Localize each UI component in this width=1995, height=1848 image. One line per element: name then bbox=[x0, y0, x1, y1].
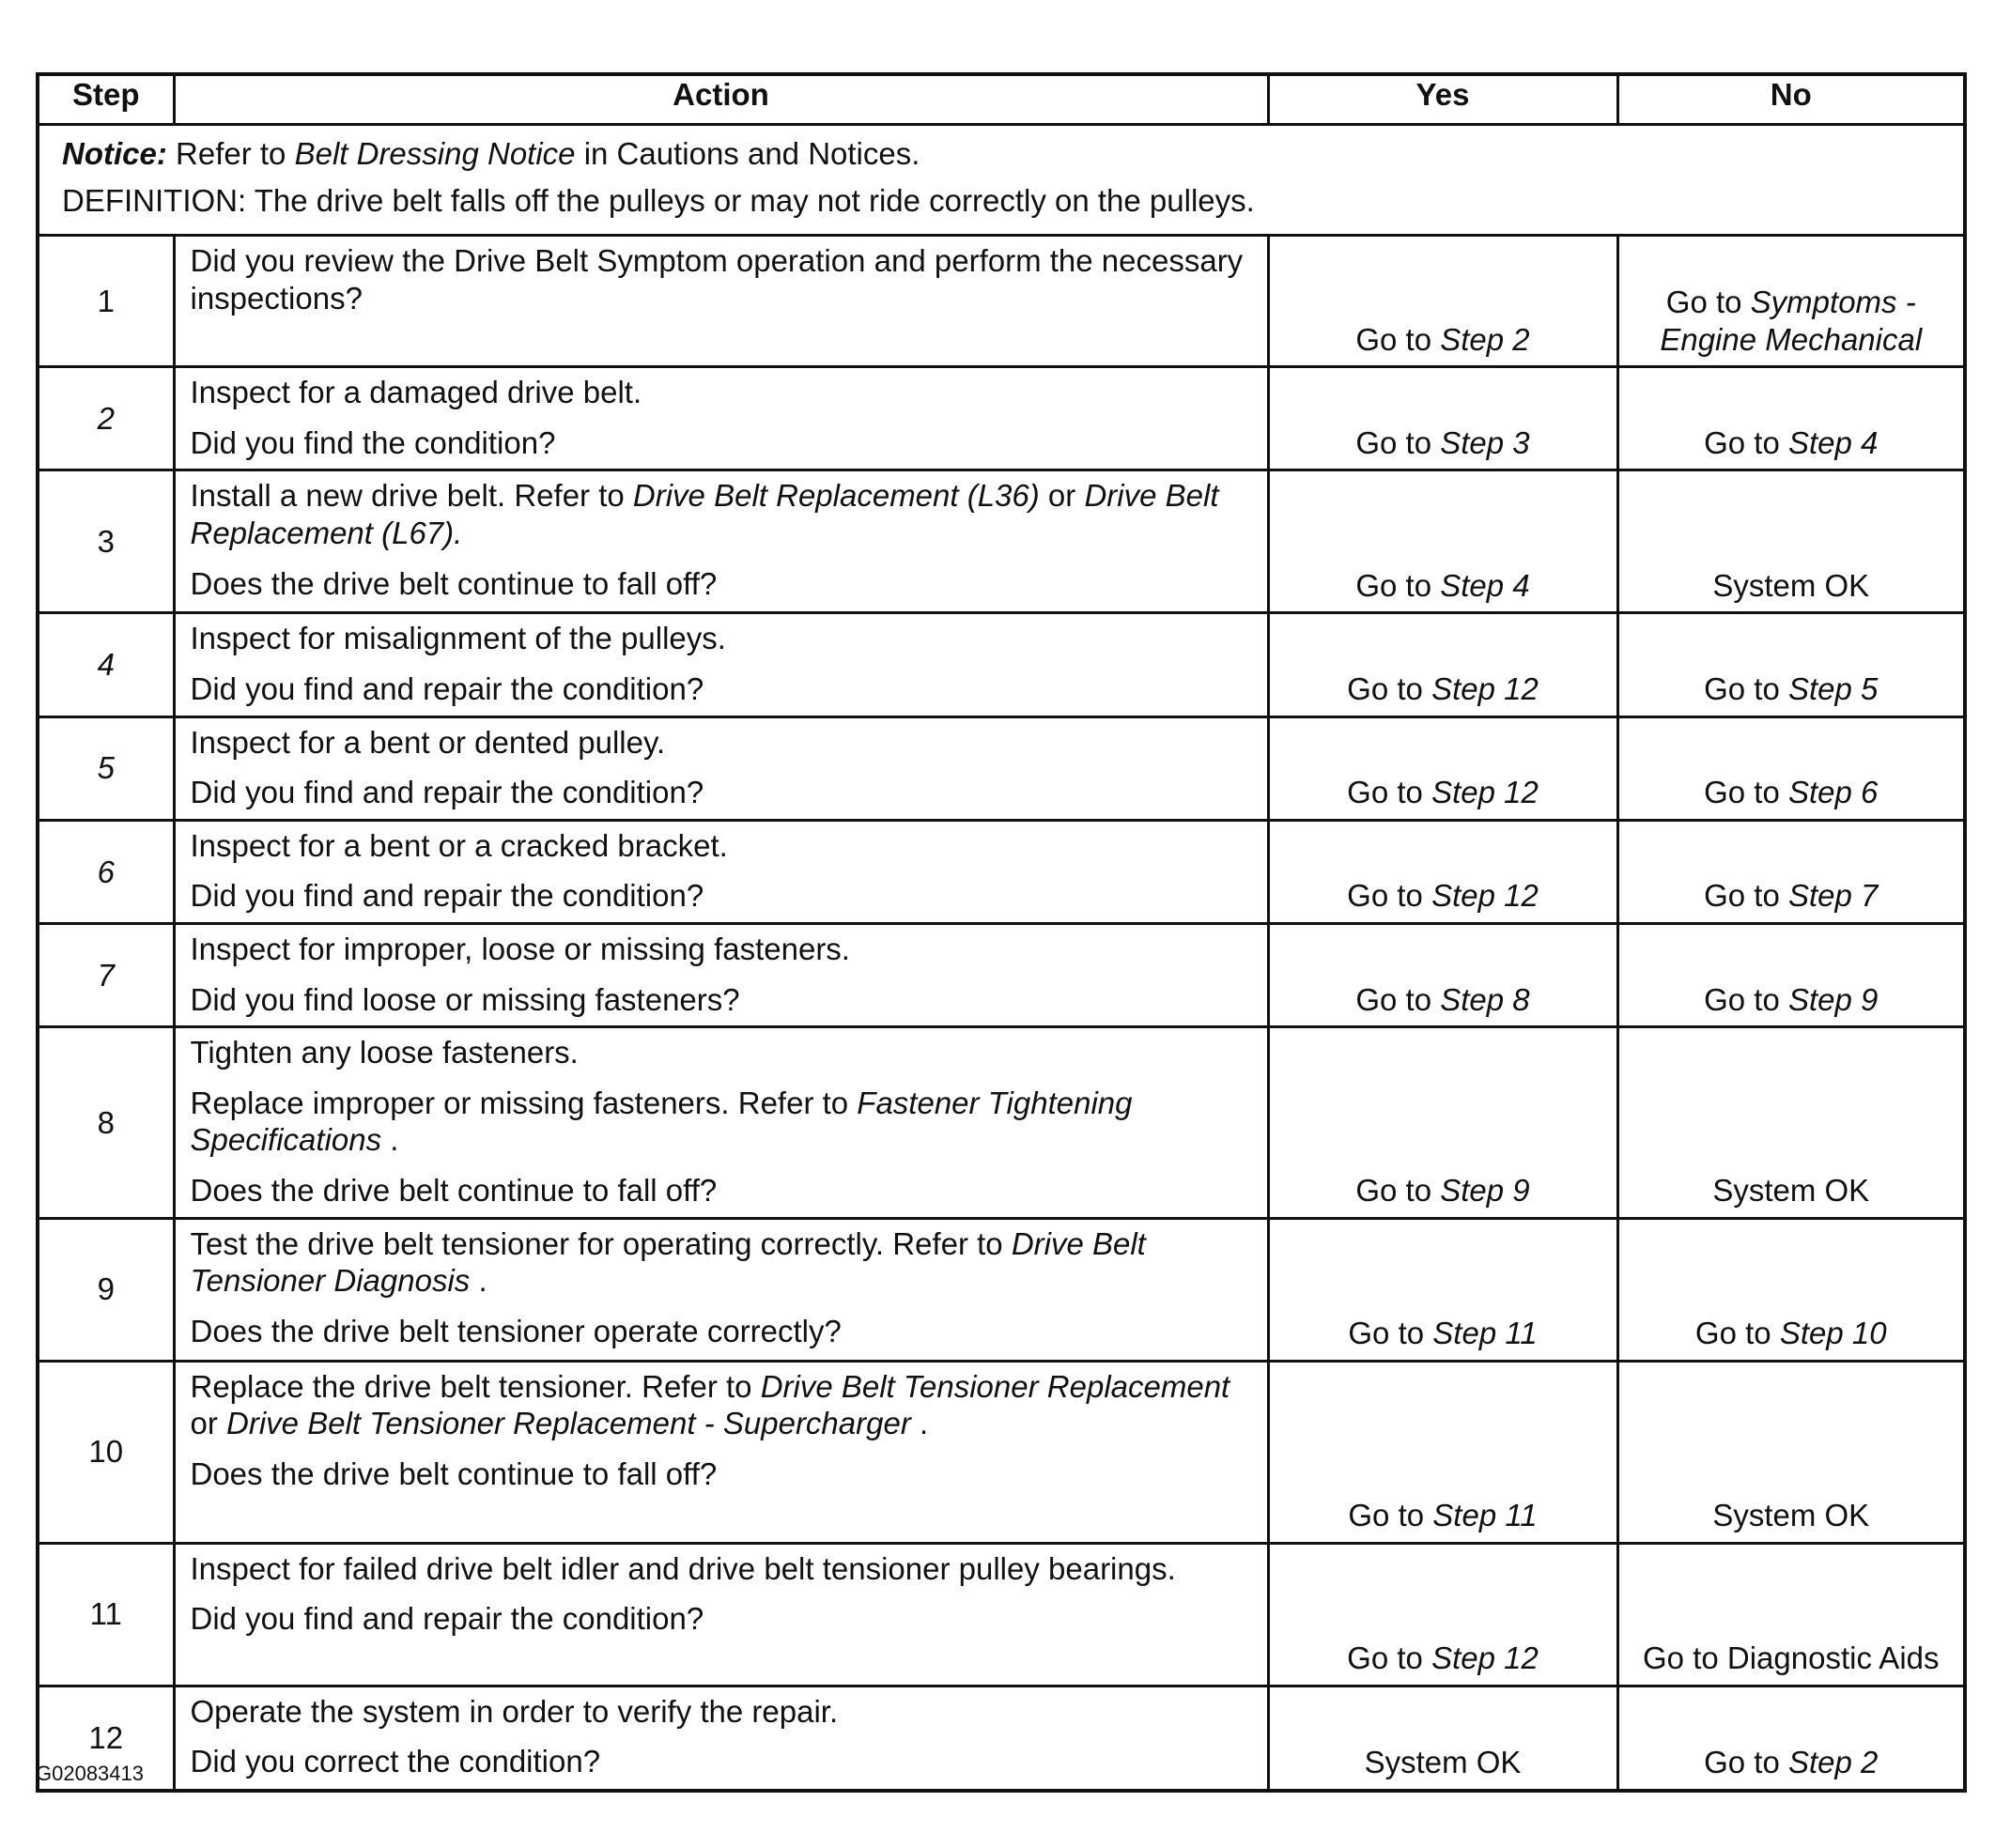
action-paragraph bbox=[191, 931, 1254, 968]
action-paragraph bbox=[191, 1455, 1254, 1493]
reference-text: Step 12 bbox=[1431, 775, 1539, 810]
action-paragraph bbox=[191, 477, 1254, 551]
text-run: Did you find and repair the condition? bbox=[190, 775, 704, 810]
action-cell bbox=[174, 1361, 1268, 1543]
reference-text: Step 12 bbox=[1431, 878, 1539, 914]
step-number: 6 bbox=[38, 820, 174, 923]
no-result bbox=[1617, 236, 1965, 367]
table-row bbox=[38, 820, 1965, 923]
text-run: Inspect for improper, loose or missing fasteners. bbox=[190, 931, 850, 966]
text-run: Inspect for a bent or a cracked bracket. bbox=[190, 827, 728, 863]
step-number: 2 bbox=[38, 367, 174, 470]
reference-text: Step 6 bbox=[1787, 775, 1879, 810]
action-cell bbox=[174, 367, 1268, 470]
table-row bbox=[38, 1543, 1965, 1686]
action-paragraph bbox=[191, 1313, 1254, 1350]
text-run: Did you review the Drive Belt Symptom operation and perform the necessary inspections? bbox=[190, 243, 1244, 316]
notice-ref: Belt Dressing Notice bbox=[294, 136, 576, 171]
text-run: Go to bbox=[1704, 1745, 1788, 1780]
reference-text: Step 9 bbox=[1787, 981, 1879, 1017]
table-row bbox=[38, 1218, 1965, 1361]
reference-text: Drive Belt Tensioner Replacement bbox=[760, 1368, 1230, 1404]
text-run: Inspect for a bent or dented pulley. bbox=[190, 724, 666, 760]
reference-text: Drive Belt Tensioner Diagnosis bbox=[190, 1225, 1146, 1299]
notice-label: Notice: bbox=[62, 136, 167, 171]
text-run: Go to bbox=[1665, 285, 1751, 319]
reference-text: Step 3 bbox=[1440, 424, 1530, 460]
action-cell bbox=[174, 820, 1268, 923]
table-row bbox=[38, 1027, 1965, 1218]
yes-result bbox=[1268, 1218, 1617, 1361]
step-number: 8 bbox=[38, 1027, 174, 1218]
action-paragraph bbox=[191, 1085, 1254, 1159]
no-result bbox=[1617, 613, 1965, 716]
text-run: Go to bbox=[1347, 1640, 1432, 1675]
reference-text: Step 8 bbox=[1440, 981, 1530, 1017]
no-result bbox=[1617, 1686, 1965, 1791]
table-row bbox=[38, 716, 1965, 820]
text-run: Inspect for failed drive belt idler and drive belt tensioner pulley bearings. bbox=[190, 1550, 1176, 1586]
action-cell bbox=[174, 716, 1268, 820]
text-run: Did you find loose or missing fasteners? bbox=[190, 981, 740, 1017]
notice-line bbox=[62, 135, 1941, 173]
no-result bbox=[1617, 1543, 1965, 1686]
yes-result bbox=[1268, 1686, 1617, 1791]
reference-text: Step 4 bbox=[1440, 567, 1530, 603]
no-result bbox=[1617, 1027, 1965, 1218]
text-run: Did you find and repair the condition? bbox=[190, 670, 704, 706]
table-row bbox=[38, 367, 1965, 470]
step-number: 5 bbox=[38, 716, 174, 820]
reference-text: Step 11 bbox=[1432, 1315, 1538, 1350]
table-row bbox=[38, 236, 1965, 367]
text-run: Operate the system in order to verify the repair. bbox=[190, 1693, 839, 1729]
no-result bbox=[1617, 367, 1965, 470]
text-run: . bbox=[470, 1263, 487, 1299]
text-run: Does the drive belt continue to fall off? bbox=[190, 1455, 718, 1491]
text-run: Go to bbox=[1355, 981, 1441, 1017]
action-paragraph bbox=[191, 1550, 1254, 1588]
text-run: System OK bbox=[1712, 1172, 1870, 1208]
text-run: Go to bbox=[1355, 424, 1441, 460]
reference-text: Step 10 bbox=[1779, 1315, 1887, 1350]
text-run: Go to bbox=[1704, 775, 1788, 810]
notice-row bbox=[38, 125, 1965, 236]
action-paragraph bbox=[191, 620, 1254, 657]
text-run: Go to bbox=[1694, 1315, 1780, 1350]
text-run: Tighten any loose fasteners. bbox=[190, 1035, 579, 1070]
header-row bbox=[38, 74, 1965, 125]
action-paragraph bbox=[191, 827, 1254, 865]
reference-text: Step 12 bbox=[1431, 670, 1539, 706]
action-paragraph bbox=[191, 374, 1254, 411]
action-paragraph bbox=[191, 1225, 1254, 1300]
reference-text: Drive Belt Replacement (L36) bbox=[632, 478, 1040, 514]
step-number: 11 bbox=[38, 1543, 174, 1686]
text-run: . bbox=[910, 1406, 929, 1441]
step-number: 10 bbox=[38, 1361, 174, 1543]
header-action: Action bbox=[174, 74, 1268, 125]
text-run: Go to bbox=[1347, 775, 1432, 810]
action-paragraph bbox=[191, 724, 1254, 762]
action-cell bbox=[174, 1686, 1268, 1791]
step-number: 4 bbox=[38, 613, 174, 716]
text-run: Go to bbox=[1348, 1497, 1433, 1532]
text-run: Does the drive belt tensioner operate correctly? bbox=[190, 1313, 842, 1348]
text-run: Go to bbox=[1347, 670, 1432, 706]
reference-text: Symptoms - Engine Mechanical bbox=[1660, 285, 1923, 357]
definition-line: DEFINITION: The drive belt falls off the pulleys or may not ride correctly on the pulleys. bbox=[62, 182, 1255, 218]
yes-result bbox=[1268, 470, 1617, 613]
table-row bbox=[38, 1361, 1965, 1543]
action-paragraph bbox=[191, 877, 1254, 915]
action-cell bbox=[174, 236, 1268, 367]
yes-result bbox=[1268, 1361, 1617, 1543]
yes-result bbox=[1268, 1543, 1617, 1686]
no-result bbox=[1617, 1361, 1965, 1543]
text-run: Replace improper or missing fasteners. Refer to bbox=[190, 1085, 858, 1120]
text-run: Go to bbox=[1704, 878, 1788, 914]
text-run: Go to bbox=[1704, 981, 1788, 1017]
action-paragraph bbox=[191, 1600, 1254, 1638]
yes-result bbox=[1268, 613, 1617, 716]
text-run: System OK bbox=[1712, 567, 1870, 603]
action-paragraph bbox=[191, 1172, 1254, 1209]
step-number: 1 bbox=[38, 236, 174, 367]
action-paragraph bbox=[191, 981, 1254, 1019]
action-paragraph bbox=[191, 670, 1254, 708]
text-run: Inspect for a damaged drive belt. bbox=[190, 375, 642, 410]
reference-text: Step 12 bbox=[1431, 1640, 1539, 1675]
text-run: Go to bbox=[1348, 1315, 1433, 1350]
header-yes: Yes bbox=[1268, 74, 1617, 125]
action-cell bbox=[174, 1027, 1268, 1218]
reference-text: Drive Belt Replacement (L67). bbox=[190, 478, 1219, 550]
table-body bbox=[38, 125, 1965, 1792]
text-run: Does the drive belt continue to fall off? bbox=[190, 1172, 718, 1208]
action-cell bbox=[174, 1543, 1268, 1686]
reference-text: Step 5 bbox=[1787, 670, 1879, 706]
reference-text: Step 4 bbox=[1787, 424, 1879, 460]
table-row bbox=[38, 1686, 1965, 1791]
table-row bbox=[38, 923, 1965, 1026]
diagnostic-table bbox=[36, 72, 1967, 1793]
action-paragraph bbox=[191, 774, 1254, 811]
text-run: Go to bbox=[1355, 567, 1441, 603]
figure-id: G02083413 bbox=[36, 1762, 144, 1785]
action-cell bbox=[174, 470, 1268, 613]
reference-text: Step 7 bbox=[1787, 878, 1879, 914]
text-run: Go to bbox=[1704, 424, 1788, 460]
action-paragraph bbox=[191, 565, 1254, 603]
action-cell bbox=[174, 1218, 1268, 1361]
text-run: Did you find and repair the condition? bbox=[190, 1601, 704, 1637]
text-run: Did you find and repair the condition? bbox=[190, 878, 704, 914]
text-run: Install a new drive belt. Refer to bbox=[190, 478, 633, 514]
text-run: Test the drive belt tensioner for operating correctly. Refer to bbox=[190, 1225, 1012, 1261]
no-result bbox=[1617, 820, 1965, 923]
action-paragraph bbox=[191, 1368, 1254, 1442]
no-result bbox=[1617, 470, 1965, 613]
notice-post: in Cautions and Notices. bbox=[575, 136, 920, 171]
text-run: Go to bbox=[1355, 1172, 1441, 1208]
action-cell bbox=[174, 613, 1268, 716]
text-run: Go to bbox=[1347, 878, 1432, 914]
table-row bbox=[38, 470, 1965, 613]
header-no: No bbox=[1617, 74, 1965, 125]
reference-text: Step 2 bbox=[1440, 321, 1530, 357]
notice-cell bbox=[38, 125, 1965, 236]
reference-text: Step 11 bbox=[1432, 1497, 1538, 1532]
yes-result bbox=[1268, 1027, 1617, 1218]
action-paragraph bbox=[191, 1743, 1254, 1780]
yes-result bbox=[1268, 923, 1617, 1026]
notice-pre: Refer to bbox=[166, 136, 295, 171]
text-run: Inspect for misalignment of the pulleys. bbox=[190, 621, 726, 656]
text-run: Replace the drive belt tensioner. Refer to bbox=[190, 1368, 761, 1404]
action-paragraph bbox=[191, 424, 1254, 462]
yes-result bbox=[1268, 236, 1617, 367]
reference-text: Fastener Tightening Specifications bbox=[190, 1085, 1133, 1158]
no-result bbox=[1617, 716, 1965, 820]
text-run: Go to Diagnostic Aids bbox=[1643, 1640, 1940, 1675]
text-run: Did you find the condition? bbox=[190, 424, 556, 460]
step-number: 3 bbox=[38, 470, 174, 613]
step-number: 9 bbox=[38, 1218, 174, 1361]
yes-result bbox=[1268, 367, 1617, 470]
yes-result bbox=[1268, 716, 1617, 820]
action-paragraph bbox=[191, 1693, 1254, 1731]
header-step: Step bbox=[38, 74, 174, 125]
text-run: System OK bbox=[1364, 1745, 1522, 1780]
reference-text: Step 2 bbox=[1787, 1745, 1879, 1780]
text-run: . bbox=[381, 1122, 399, 1158]
text-run: Go to bbox=[1704, 670, 1788, 706]
text-run: or bbox=[190, 1406, 227, 1441]
no-result bbox=[1617, 1218, 1965, 1361]
reference-text: Step 9 bbox=[1440, 1172, 1530, 1208]
step-number: 12 bbox=[38, 1686, 174, 1791]
text-run: Go to bbox=[1355, 321, 1441, 357]
text-run: Does the drive belt continue to fall off? bbox=[190, 565, 718, 601]
yes-result bbox=[1268, 820, 1617, 923]
text-run: or bbox=[1039, 478, 1085, 514]
action-paragraph bbox=[191, 242, 1254, 316]
reference-text: Drive Belt Tensioner Replacement - Supercharger bbox=[226, 1406, 911, 1441]
text-run: Did you correct the condition? bbox=[190, 1744, 601, 1779]
step-number: 7 bbox=[38, 923, 174, 1026]
no-result bbox=[1617, 923, 1965, 1026]
action-cell bbox=[174, 923, 1268, 1026]
action-paragraph bbox=[191, 1034, 1254, 1071]
table-row bbox=[38, 613, 1965, 716]
text-run: System OK bbox=[1712, 1497, 1870, 1532]
